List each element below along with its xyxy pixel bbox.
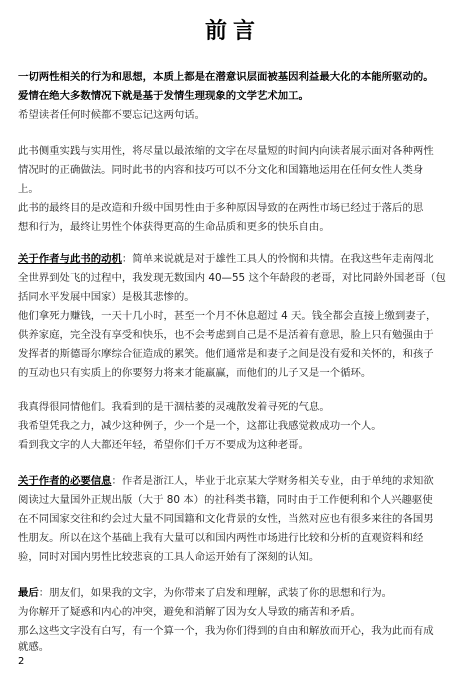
motivation-line: 他们拿死力赚钱，一天十几小时，甚至一个月不休息超过 4 天。钱全都会直接上缴到妻子， bbox=[18, 310, 437, 322]
page-title: 前言 bbox=[204, 19, 261, 44]
purpose-line: 情况时的正确做法。同时此书的内容和技巧可以不分文化和国籍地运用在任何女性人类身 bbox=[18, 164, 424, 176]
motivation-line: 括同水平发展中国家）是极其悲惨的。 bbox=[18, 291, 195, 303]
motivation-line: 的互动也只有实质上的你要努力将来才能羸赢，而他们的儿子又是一个循环。 bbox=[18, 367, 372, 379]
closing-line-1 bbox=[18, 586, 454, 600]
closing-text: ：朋友们，如果我的文字，为你带来了启发和理解，武装了你的思想和行为。 bbox=[38, 587, 393, 599]
purpose-line: 想和行为，最终让男性个体获得更高的生命品质和更多的快乐自由。 bbox=[18, 221, 330, 233]
author-info-line: 在不同国家交往和约会过大量不同国籍和文化背景的女性，当然对应也有很多来往的各国男 bbox=[18, 513, 434, 525]
motivation-line-1 bbox=[18, 252, 454, 266]
author-info-text: ：作者是浙江人，毕业于北京某大学财务相关专业，由于单纯的求知欲 bbox=[111, 475, 434, 487]
thesis-line-1: 一切两性相关的行为和思想，本质上都是在潜意识层面被基因利益最大化的本能所驱动的。 bbox=[18, 71, 434, 83]
thesis-line-2: 爱情在绝大多数情况下就是基于发情生理现象的文学艺术加工。 bbox=[18, 90, 309, 102]
reminder-line: 希望读者任何时候都不要忘记这两句话。 bbox=[18, 109, 206, 121]
closing-label: 最后 bbox=[18, 587, 39, 599]
motivation-line: 供养家庭，完全没有享受和快乐，也不会考虑到自己是不是活着有意思，脸上只有勉强由于 bbox=[18, 329, 434, 341]
sympathy-line: 我真得很同情他们。我看到的是干涸枯萎的灵魂散发着寻死的气息。 bbox=[18, 401, 330, 413]
author-info-label: 关于作者的必要信息 bbox=[18, 475, 112, 487]
closing-line: 为你解开了疑惑和内心的冲突，避免和消解了因为女人导致的痛苦和矛盾。 bbox=[18, 606, 361, 618]
motivation-line: 发挥者的斯德哥尔摩综合征造成的累笑。他们通常是和妻子之间是没有爱和关怀的，和孩子 bbox=[18, 348, 434, 360]
sympathy-line: 看到我文字的人大都还年轻，希望你们千万不要成为这种老哥。 bbox=[18, 439, 309, 451]
closing-line: 就感。 bbox=[18, 641, 50, 653]
author-info-line-1 bbox=[18, 474, 454, 488]
closing-line: 那么这些文字没有白写，有一个算一个，我为你们得到的自由和解放而开心，我为此而有成 bbox=[18, 625, 434, 637]
purpose-line: 上。 bbox=[18, 183, 39, 195]
author-info-line: 验，同时对国内男性比较悲哀的工具人命运开始有了深刻的认知。 bbox=[18, 551, 320, 563]
page-number: 2 bbox=[18, 656, 25, 667]
motivation-line: 全世界到处飞的过程中，我发现无数国内 40—55 这个年龄段的老哥，对比同龄外国老哥（包 bbox=[18, 272, 446, 284]
motivation-text: ：简单来说就是对于雄性工具人的怜悯和共情。在我这些年走南闯北 bbox=[121, 253, 434, 265]
author-info-line: 阅读过大量国外正规出版（大于 80 本）的社科类书籍，同时由于工作便利和个人兴趣驱使 bbox=[18, 494, 433, 506]
author-info-line: 性朋友。所以在这个基础上我有大量可以和国内两性市场进行比较和分析的直观资料和经 bbox=[18, 532, 424, 544]
purpose-line: 此书的最终目的是改造和升级中国男性由于多种原因导致的在两性市场已经过于落后的思 bbox=[18, 202, 424, 214]
sympathy-line: 我希望凭我之力，减少这种例子，少一个是一个，这都让我感觉救成功一个人。 bbox=[18, 420, 382, 432]
motivation-label: 关于作者与此书的动机 bbox=[18, 253, 122, 265]
purpose-line: 此书侧重实践与实用性，将尽量以最浓缩的文字在尽量短的时间内向读者展示面对各种两性 bbox=[18, 145, 434, 157]
